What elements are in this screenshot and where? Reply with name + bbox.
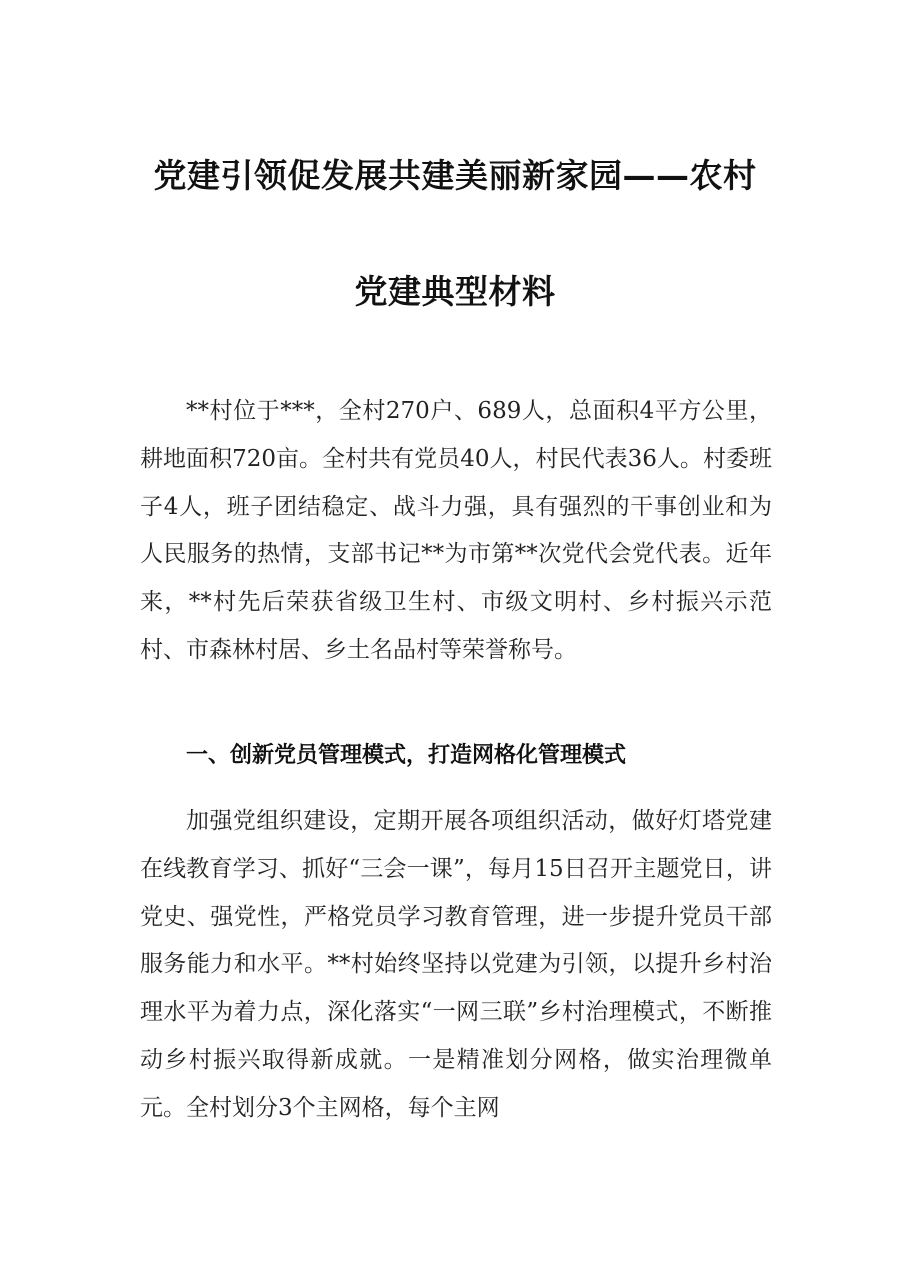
document-title-line2: 党建典型材料 [354, 272, 556, 311]
document-title-line1: 党建引领促发展共建美丽新家园——农村 [153, 156, 757, 195]
section-heading-1: 一、创新党员管理模式，打造网格化管理模式 [186, 743, 627, 768]
section1-paragraph [140, 798, 772, 1133]
section1-paragraph-text: 加强党组织建设，定期开展各项组织活动，做好灯塔党建在线教育学习、抓好“三会一课”，每月15日召开主题党日，讲党史、强党性，严格党员学习教育管理，进一步提升党员干部服务能力和水平。**村始终坚持以党建为引领，以提升乡村治理水平为着力点，深化落实“一网三联”乡村治理模式，不断推动乡村振兴取得新成就。一是精准划分网格，做实治理微单元。全村划分3个主网格，每个主网 [140, 808, 772, 1121]
intro-paragraph-text: **村位于***，全村270户、689人，总面积4平方公里，耕地面积720亩。全村共有党员40人，村民代表36人。村委班子4人，班子团结稳定、战斗力强，具有强烈的干事创业和为人民服务的热情，支部书记**为市第**次党代会党代表。近年来，**村先后荣获省级卫生村、市级文明村、乡村振兴示范村、市森林村居、乡土名品村等荣誉称号。 [140, 398, 772, 663]
intro-paragraph [140, 388, 772, 675]
